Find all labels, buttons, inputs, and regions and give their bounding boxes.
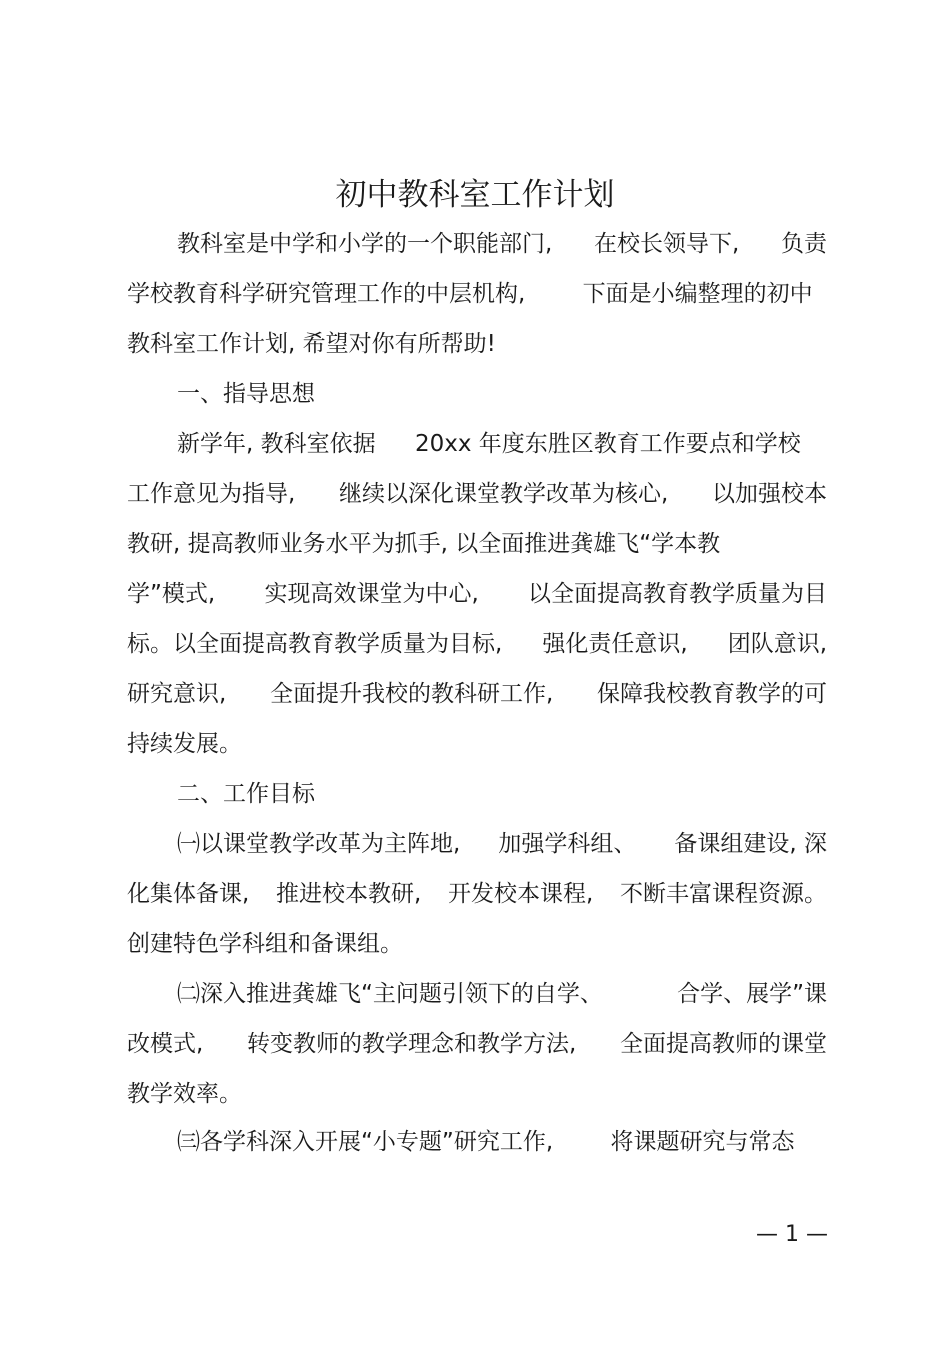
text-segment: 一、指导思想 xyxy=(177,381,315,407)
text-segment: 二、工作目标 xyxy=(177,781,315,807)
text-segment: 保障我校教育教学的可 xyxy=(597,681,827,707)
paragraph-line xyxy=(177,819,827,869)
text-segment: 新学年, 教科室依据 xyxy=(177,431,376,457)
text-segment: 转变教师的教学理念和教学方法, xyxy=(247,1031,577,1057)
page-number: — 1 — xyxy=(756,1222,828,1247)
text-segment: 教研, 提高教师业务水平为抓手, 以全面推进龚雄飞“学本教 xyxy=(127,531,721,557)
paragraph-line xyxy=(127,469,827,519)
paragraph-line xyxy=(127,719,827,769)
text-segment: 教学效率。 xyxy=(127,1081,242,1107)
text-segment: ㈡深入推进龚雄飞“主问题引领下的自学、 xyxy=(177,981,603,1007)
text-segment: 改模式, xyxy=(127,1031,204,1057)
text-segment: 创建特色学科组和备课组。 xyxy=(127,931,403,957)
text-segment: 研究意识, xyxy=(127,681,227,707)
text-segment: 20xx 年度东胜区教育工作要点和学校 xyxy=(414,431,801,457)
text-segment: 实现高效课堂为中心, xyxy=(264,581,479,607)
text-segment: 以全面提高教育教学质量为目 xyxy=(527,581,827,607)
paragraph-line xyxy=(127,1069,827,1119)
text-segment: 下面是小编整理的初中 xyxy=(582,281,813,307)
paragraph-line xyxy=(127,569,827,619)
text-segment: 工作意见为指导, xyxy=(127,481,296,507)
text-segment: 教科室是中学和小学的一个职能部门, xyxy=(177,231,553,257)
paragraph-line xyxy=(177,969,827,1019)
paragraph-line xyxy=(177,419,827,469)
text-segment: 推进校本教研, xyxy=(276,881,422,907)
text-segment: 合学、展学”课 xyxy=(677,981,827,1007)
text-segment: 不断丰富课程资源。 xyxy=(620,881,827,907)
text-segment: 教科室工作计划, 希望对你有所帮助! xyxy=(127,331,496,357)
paragraph-line xyxy=(177,219,827,269)
text-segment: 将课题研究与常态 xyxy=(610,1129,795,1155)
document-title: 初中教科室工作计划 xyxy=(335,177,615,213)
text-segment: 负责 xyxy=(781,231,827,257)
section-heading xyxy=(177,369,827,419)
text-segment: 强化责任意识, xyxy=(542,631,688,657)
text-segment: 加强学科组、 xyxy=(498,831,637,857)
text-segment: 学”模式, xyxy=(127,581,216,607)
text-segment: 持续发展。 xyxy=(127,731,242,757)
paragraph-line xyxy=(127,869,827,919)
text-segment: 化集体备课, xyxy=(127,881,250,907)
paragraph-line xyxy=(127,619,827,669)
text-segment: 全面提升我校的教科研工作, xyxy=(270,681,554,707)
paragraph-line xyxy=(127,269,827,319)
text-segment: ㈠以课堂教学改革为主阵地, xyxy=(177,831,461,857)
paragraph-line xyxy=(177,1117,827,1167)
paragraph-line xyxy=(127,319,827,369)
text-segment: 在校长领导下, xyxy=(594,231,740,257)
text-segment: 继续以深化课堂教学改革为核心, xyxy=(339,481,669,507)
text-segment: 学校教育科学研究管理工作的中层机构, xyxy=(127,281,526,307)
paragraph-line xyxy=(127,919,827,969)
text-segment: 团队意识, xyxy=(727,631,827,657)
text-segment: 开发校本课程, xyxy=(448,881,594,907)
text-segment: 以加强校本 xyxy=(712,481,827,507)
text-segment: ㈢各学科深入开展“小专题”研究工作, xyxy=(177,1129,554,1155)
paragraph-line xyxy=(127,669,827,719)
paragraph-line xyxy=(127,519,827,569)
text-segment: 标。以全面提高教育教学质量为目标, xyxy=(127,631,503,657)
paragraph-line xyxy=(127,1019,827,1069)
text-segment: 全面提高教师的课堂 xyxy=(620,1031,827,1057)
section-heading xyxy=(177,769,827,819)
text-segment: 备课组建设, 深 xyxy=(674,831,827,857)
